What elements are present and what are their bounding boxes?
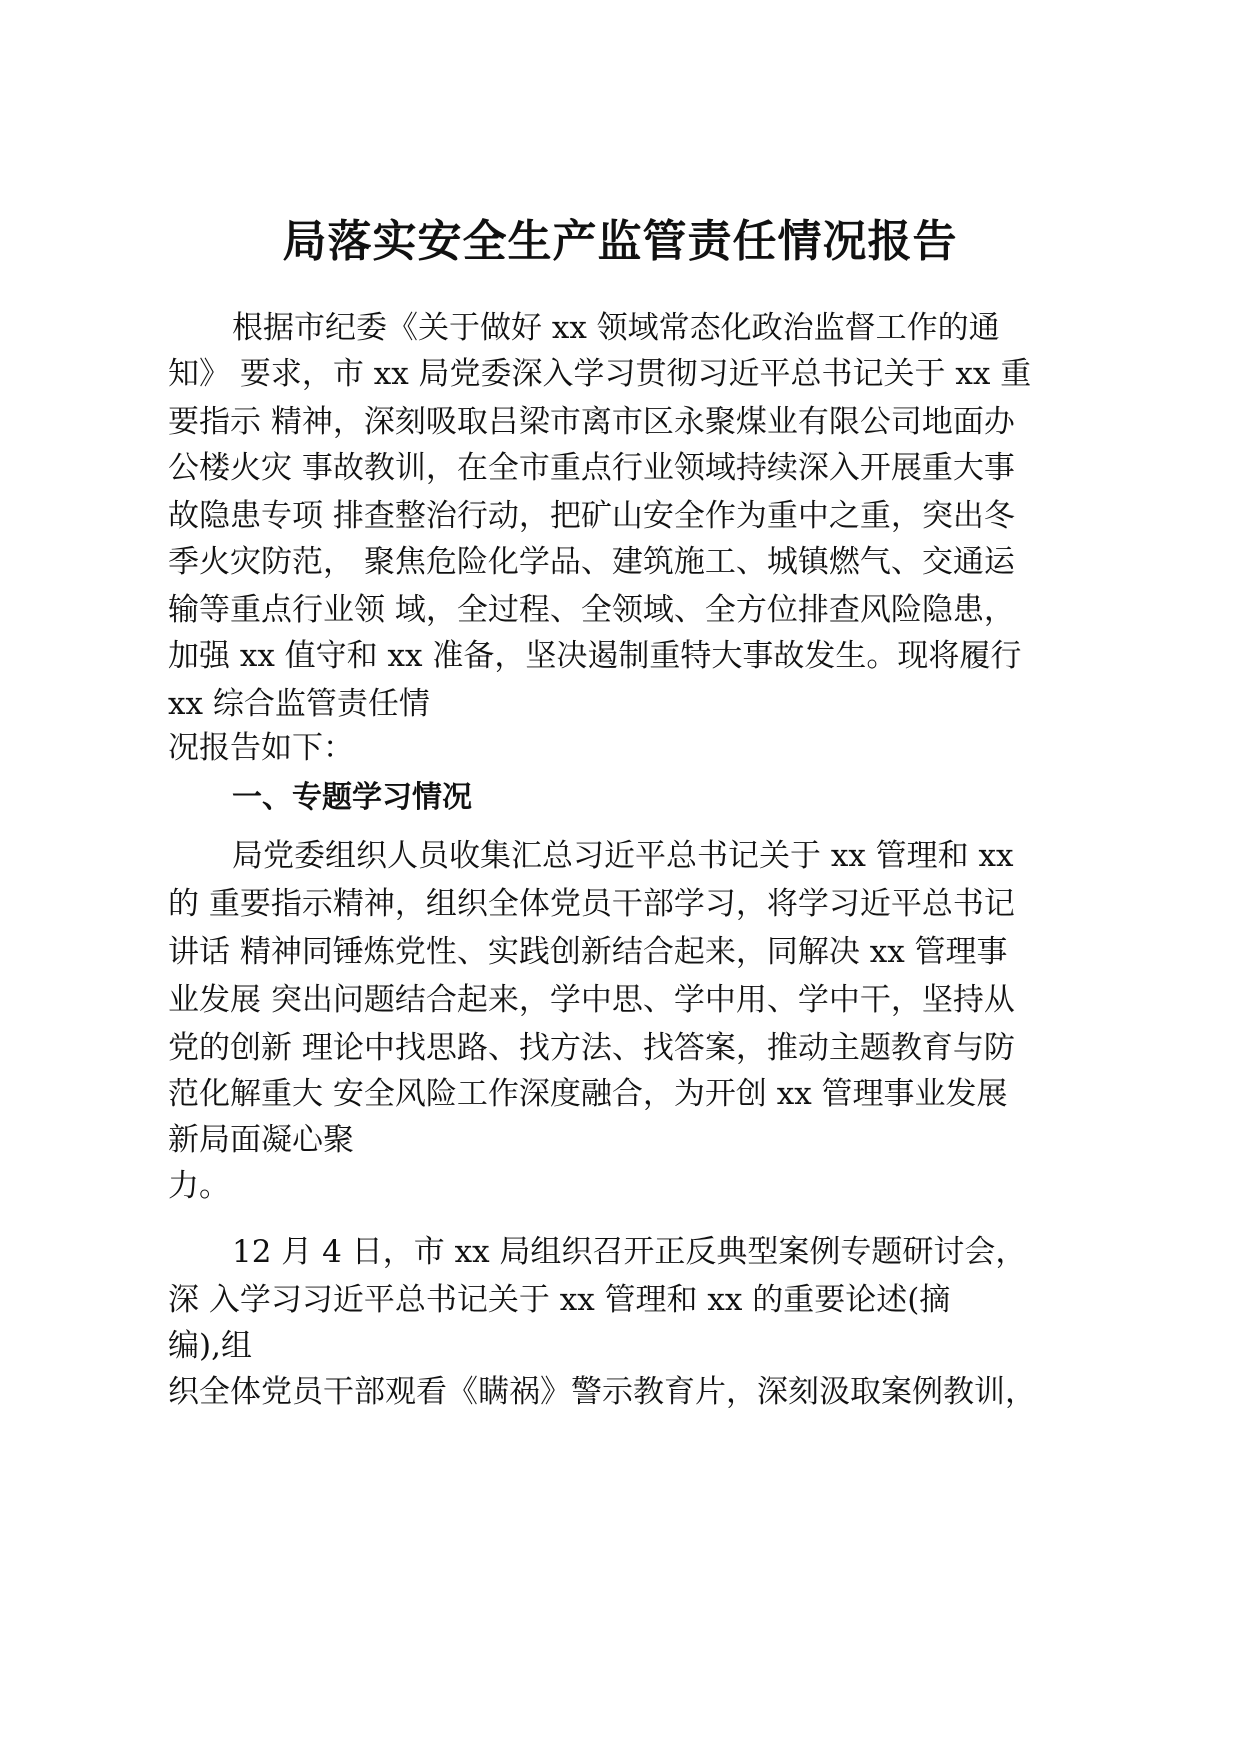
text-line: 公楼火灾 事故教训，在全市重点行业领域持续深入开展重大事 bbox=[168, 450, 1015, 486]
text-line: 编),组 bbox=[168, 1328, 252, 1364]
text-line: 新局面凝心聚 bbox=[168, 1122, 354, 1158]
text-line: 深 入学习习近平总书记关于 xx 管理和 xx 的重要论述(摘 bbox=[168, 1282, 951, 1318]
section-heading: 一、专题学习情况 bbox=[232, 780, 472, 815]
text-line: 的 重要指示精神，组织全体党员干部学习，将学习近平总书记 bbox=[168, 886, 1015, 922]
text-line: 党的创新 理论中找思路、找方法、找答案，推动主题教育与防 bbox=[168, 1030, 1015, 1066]
text-line: 范化解重大 安全风险工作深度融合，为开创 xx 管理事业发展 bbox=[168, 1076, 1008, 1112]
text-line: 讲话 精神同锤炼党性、实践创新结合起来，同解决 xx 管理事 bbox=[168, 934, 1008, 970]
text-line: xx 综合监管责任情 bbox=[168, 686, 430, 722]
text-line: 根据市纪委《关于做好 xx 领域常态化政治监督工作的通 bbox=[232, 310, 1000, 346]
text-line: 织全体党员干部观看《瞒祸》警示教育片，深刻汲取案例教训， bbox=[168, 1374, 1036, 1410]
document-title: 局落实安全生产监管责任情况报告 bbox=[282, 216, 958, 267]
text-line: 局党委组织人员收集汇总习近平总书记关于 xx 管理和 xx bbox=[232, 838, 1014, 874]
text-line: 季火灾防范， 聚焦危险化学品、建筑施工、城镇燃气、交通运 bbox=[168, 544, 1015, 580]
text-line: 要指示 精神，深刻吸取吕梁市离市区永聚煤业有限公司地面办 bbox=[168, 404, 1015, 440]
text-line: 况报告如下： bbox=[168, 730, 354, 766]
text-line: 力。 bbox=[168, 1168, 230, 1204]
text-line: 知》 要求，市 xx 局党委深入学习贯彻习近平总书记关于 xx 重 bbox=[168, 356, 1032, 392]
text-line: 加强 xx 值守和 xx 准备，坚决遏制重特大事故发生。现将履行 bbox=[168, 638, 1022, 674]
text-line: 故隐患专项 排查整治行动，把矿山安全作为重中之重，突出冬 bbox=[168, 498, 1015, 534]
text-line: 输等重点行业领 域，全过程、全领域、全方位排查风险隐患， bbox=[168, 592, 1015, 628]
text-line: 12 月 4 日，市 xx 局组织召开正反典型案例专题研讨会， bbox=[232, 1234, 1027, 1270]
text-line: 业发展 突出问题结合起来，学中思、学中用、学中干，坚持从 bbox=[168, 982, 1015, 1018]
